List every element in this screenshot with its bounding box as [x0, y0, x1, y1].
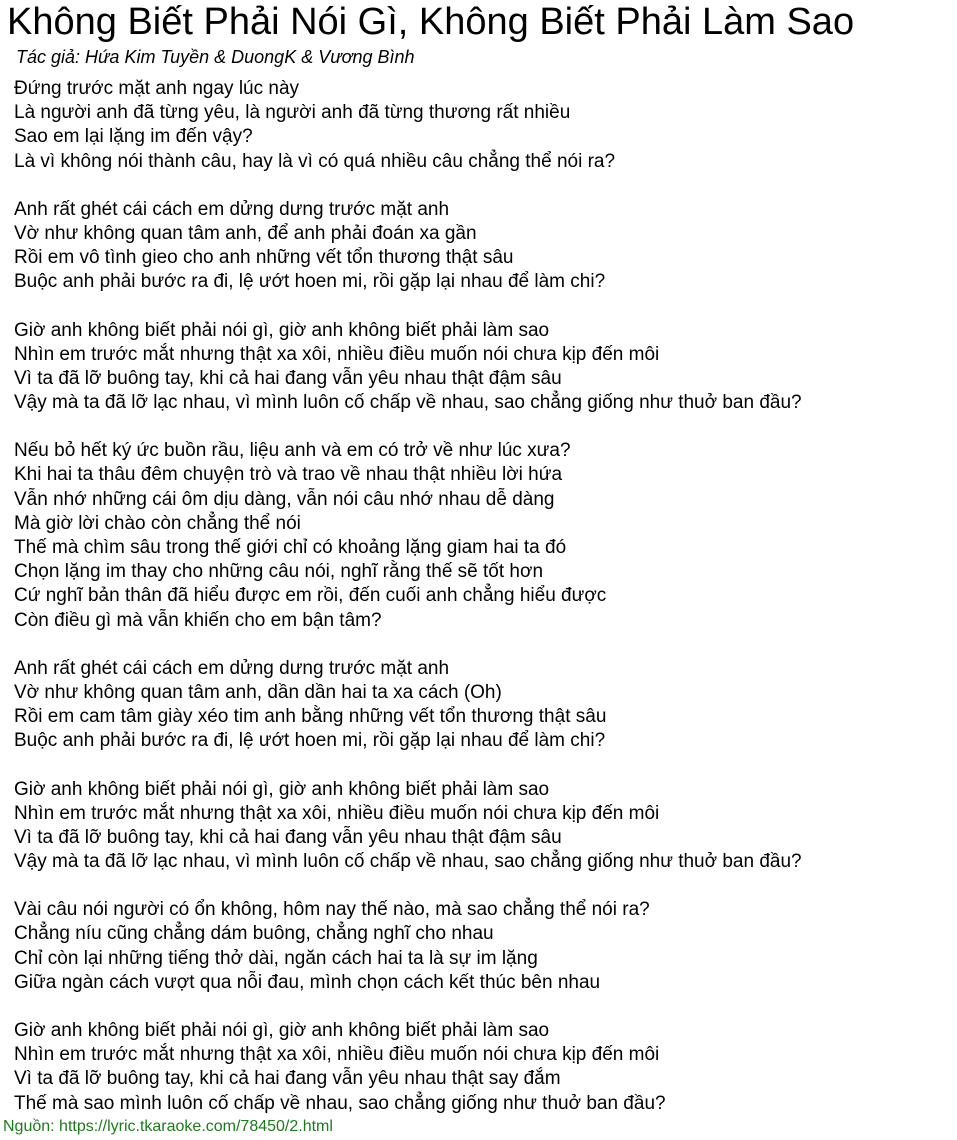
lyric-line: Giờ anh không biết phải nói gì, giờ anh không biết phải làm sao: [14, 778, 550, 800]
lyric-line: Rồi em vô tình gieo cho anh những vết tổn thương thật sâu: [14, 247, 514, 269]
lyric-line: Rồi em cam tâm giày xéo tim anh bằng những vết tổn thương thật sâu: [14, 706, 607, 728]
lyric-line: Giữa ngàn cách vượt qua nỗi đau, mình chọn cách kết thúc bên nhau: [14, 971, 601, 993]
stanza: [14, 77, 954, 174]
lyric-line: Là vì không nói thành câu, hay là vì có quá nhiều câu chẳng thể nói ra?: [14, 150, 616, 172]
lyric-line: Nhìn em trước mắt nhưng thật xa xôi, nhiều điều muốn nói chưa kịp đến môi: [14, 802, 660, 824]
lyric-line: Sao em lại lặng im đến vậy?: [14, 126, 253, 148]
lyric-line: Mà giờ lời chào còn chẳng thể nói: [14, 512, 301, 534]
lyric-line: Vờ như không quan tâm anh, dần dần hai ta xa cách (Oh): [14, 681, 502, 703]
stanza: [14, 1019, 954, 1116]
lyrics-body: [14, 77, 954, 1140]
lyric-line: Vì ta đã lỡ buông tay, khi cả hai đang vẫn yêu nhau thật say đắm: [14, 1068, 561, 1090]
song-authors: Tác giả: Hứa Kim Tuyền & DuongK & Vương Bình: [16, 47, 415, 67]
lyric-line: Anh rất ghét cái cách em dửng dưng trước mặt anh: [14, 657, 450, 679]
lyric-line: Vờ như không quan tâm anh, để anh phải đoán xa gần: [14, 222, 477, 244]
lyric-line: Nếu bỏ hết ký ức buồn rầu, liệu anh và em có trở về như lúc xưa?: [14, 440, 571, 462]
stanza: [14, 319, 954, 416]
lyric-line: Chỉ còn lại những tiếng thở dài, ngăn cách hai ta là sự im lặng: [14, 947, 538, 969]
lyric-line: Nhìn em trước mắt nhưng thật xa xôi, nhiều điều muốn nói chưa kịp đến môi: [14, 343, 660, 365]
song-title: Không Biết Phải Nói Gì, Không Biết Phải Làm Sao: [7, 1, 855, 43]
lyric-line: Là người anh đã từng yêu, là người anh đã từng thương rất nhiều: [14, 102, 571, 124]
lyric-line: Buộc anh phải bước ra đi, lệ ướt hoen mi, rồi gặp lại nhau để làm chi?: [14, 730, 606, 752]
lyric-line: Giờ anh không biết phải nói gì, giờ anh không biết phải làm sao: [14, 1020, 550, 1041]
lyric-line: Còn điều gì mà vẫn khiến cho em bận tâm?: [14, 609, 382, 631]
lyric-line: Vì ta đã lỡ buông tay, khi cả hai đang vẫn yêu nhau thật đậm sâu: [14, 367, 562, 389]
lyric-line: Anh rất ghét cái cách em dửng dưng trước mặt anh: [14, 198, 450, 220]
lyric-line: Vậy mà ta đã lỡ lạc nhau, vì mình luôn cố chấp về nhau, sao chẳng giống như thuở ban đầu?: [14, 851, 802, 873]
stanza: [14, 198, 954, 295]
lyric-line: Giờ anh không biết phải nói gì, giờ anh không biết phải làm sao: [14, 319, 550, 341]
lyric-line: Chọn lặng im thay cho những câu nói, nghĩ rằng thế sẽ tốt hơn: [14, 561, 544, 583]
lyric-line: Nhìn em trước mắt nhưng thật xa xôi, nhiều điều muốn nói chưa kịp đến môi: [14, 1044, 660, 1066]
lyric-line: Chẳng níu cũng chẳng dám buông, chẳng nghĩ cho nhau: [14, 923, 494, 945]
stanza: [14, 657, 954, 754]
lyric-line: Thế mà sao mình luôn cố chấp về nhau, sao chẳng giống như thuở ban đầu?: [14, 1092, 666, 1114]
lyric-line: Vài câu nói người có ổn không, hôm nay thế nào, mà sao chẳng thể nói ra?: [14, 899, 650, 921]
lyric-line: Đứng trước mặt anh ngay lúc này: [14, 78, 300, 99]
lyric-line: Vậy mà ta đã lỡ lạc nhau, vì mình luôn cố chấp về nhau, sao chẳng giống như thuở ban đầu?: [14, 392, 802, 414]
lyric-line: Vì ta đã lỡ buông tay, khi cả hai đang vẫn yêu nhau thật đậm sâu: [14, 826, 562, 848]
lyric-line: Thế mà chìm sâu trong thế giới chỉ có khoảng lặng giam hai ta đó: [14, 537, 567, 558]
stanza: [14, 778, 954, 875]
lyric-line: Khi hai ta thâu đêm chuyện trò và trao về nhau thật nhiều lời hứa: [14, 464, 563, 486]
stanza: [14, 439, 954, 633]
stanza: [14, 898, 954, 995]
source-link[interactable]: Nguồn: https://lyric.tkaraoke.com/78450/2.html: [3, 1118, 333, 1135]
lyric-line: Vẫn nhớ những cái ôm dịu dàng, vẫn nói câu nhớ nhau dễ dàng: [14, 488, 555, 510]
lyric-line: Cứ nghĩ bản thân đã hiểu được em rồi, đến cuối anh chẳng hiểu được: [14, 585, 607, 607]
lyric-line: Buộc anh phải bước ra đi, lệ ướt hoen mi, rồi gặp lại nhau để làm chi?: [14, 271, 606, 293]
